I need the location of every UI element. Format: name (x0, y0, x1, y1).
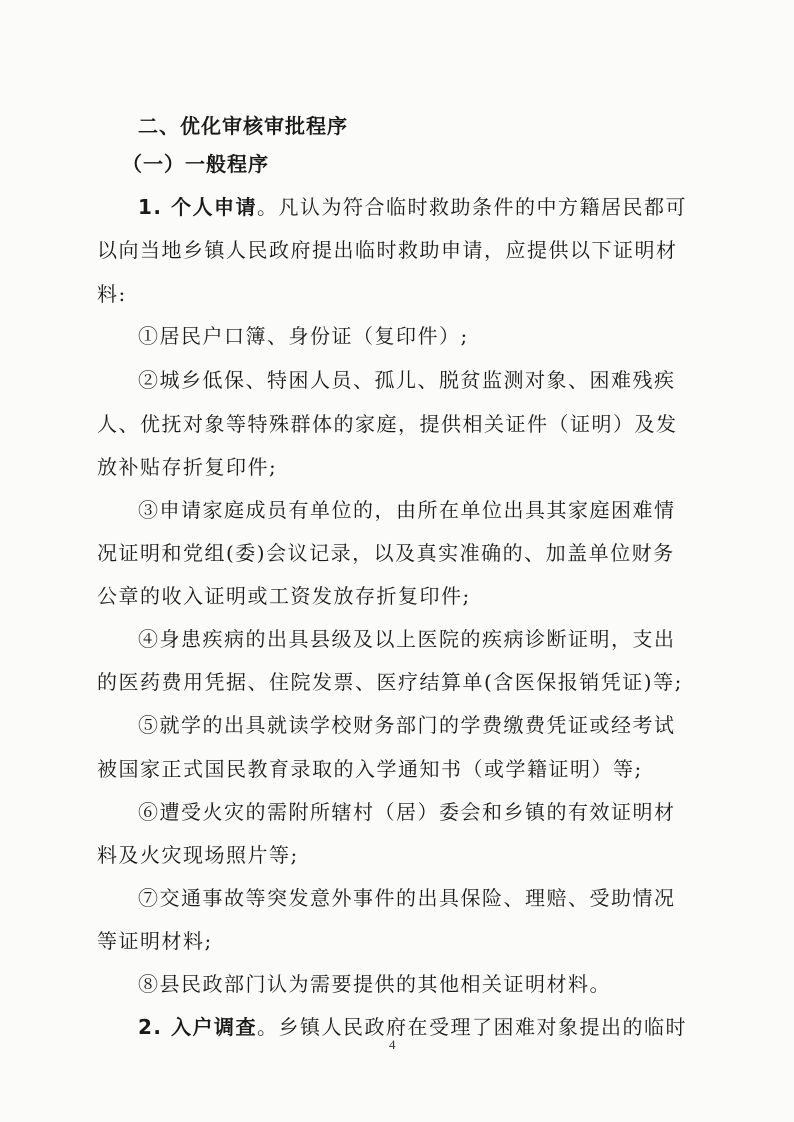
list-item: ④身患疾病的出具县级及以上医院的疾病诊断证明，支出 (138, 627, 676, 651)
subsection-title: （一）一般程序 (122, 152, 269, 176)
list-item: ①居民户口簿、身份证（复印件）; (138, 324, 469, 348)
paragraph-label: 1. 个人申请 (138, 195, 257, 219)
paragraph-text: 。凡认为符合临时救助条件的中方籍居民都可 (256, 195, 687, 219)
paragraph-line (138, 1016, 687, 1038)
paragraph-line: 料: (97, 282, 127, 306)
list-item: ⑥遭受火灾的需附所辖村（居）委会和乡镇的有效证明材 (138, 800, 676, 824)
list-item-continuation: 被国家正式国民教育录取的入学通知书（或学籍证明）等; (97, 757, 643, 781)
list-item-continuation: 的医药费用凭据、住院发票、医疗结算单(含医保报销凭证)等; (97, 670, 683, 694)
paragraph-label: 2. 入户调查 (138, 1015, 257, 1039)
list-item-continuation: 公章的收入证明或工资发放存折复印件; (97, 584, 471, 608)
page-number: 4 (389, 1037, 396, 1052)
list-item-continuation: 等证明材料; (97, 929, 213, 953)
list-item: ⑤就学的出具就读学校财务部门的学费缴费凭证或经考试 (138, 713, 676, 737)
paragraph-text: 。乡镇人民政府在受理了困难对象提出的临时 (256, 1015, 687, 1039)
list-item: ⑦交通事故等突发意外事件的出具保险、理赔、受助情况 (138, 886, 676, 910)
list-item: ②城乡低保、特困人员、孤儿、脱贫监测对象、困难残疾 (138, 368, 676, 392)
list-item-continuation: 料及火灾现场照片等; (97, 843, 299, 867)
paragraph-line (138, 196, 687, 218)
list-item: ③申请家庭成员有单位的，由所在单位出具其家庭困难情 (138, 498, 676, 522)
section-title: 二、优化审核审批程序 (138, 114, 348, 138)
list-item-continuation: 况证明和党组(委)会议记录，以及真实准确的、加盖单位财务 (97, 541, 675, 565)
list-item-continuation: 放补贴存折复印件; (97, 455, 278, 479)
list-item: ⑧县民政部门认为需要提供的其他相关证明材料。 (138, 972, 611, 996)
paragraph-line: 以向当地乡镇人民政府提出临时救助申请，应提供以下证明材 (97, 238, 678, 262)
list-item-continuation: 人、优抚对象等特殊群体的家庭，提供相关证件（证明）及发 (97, 412, 678, 436)
